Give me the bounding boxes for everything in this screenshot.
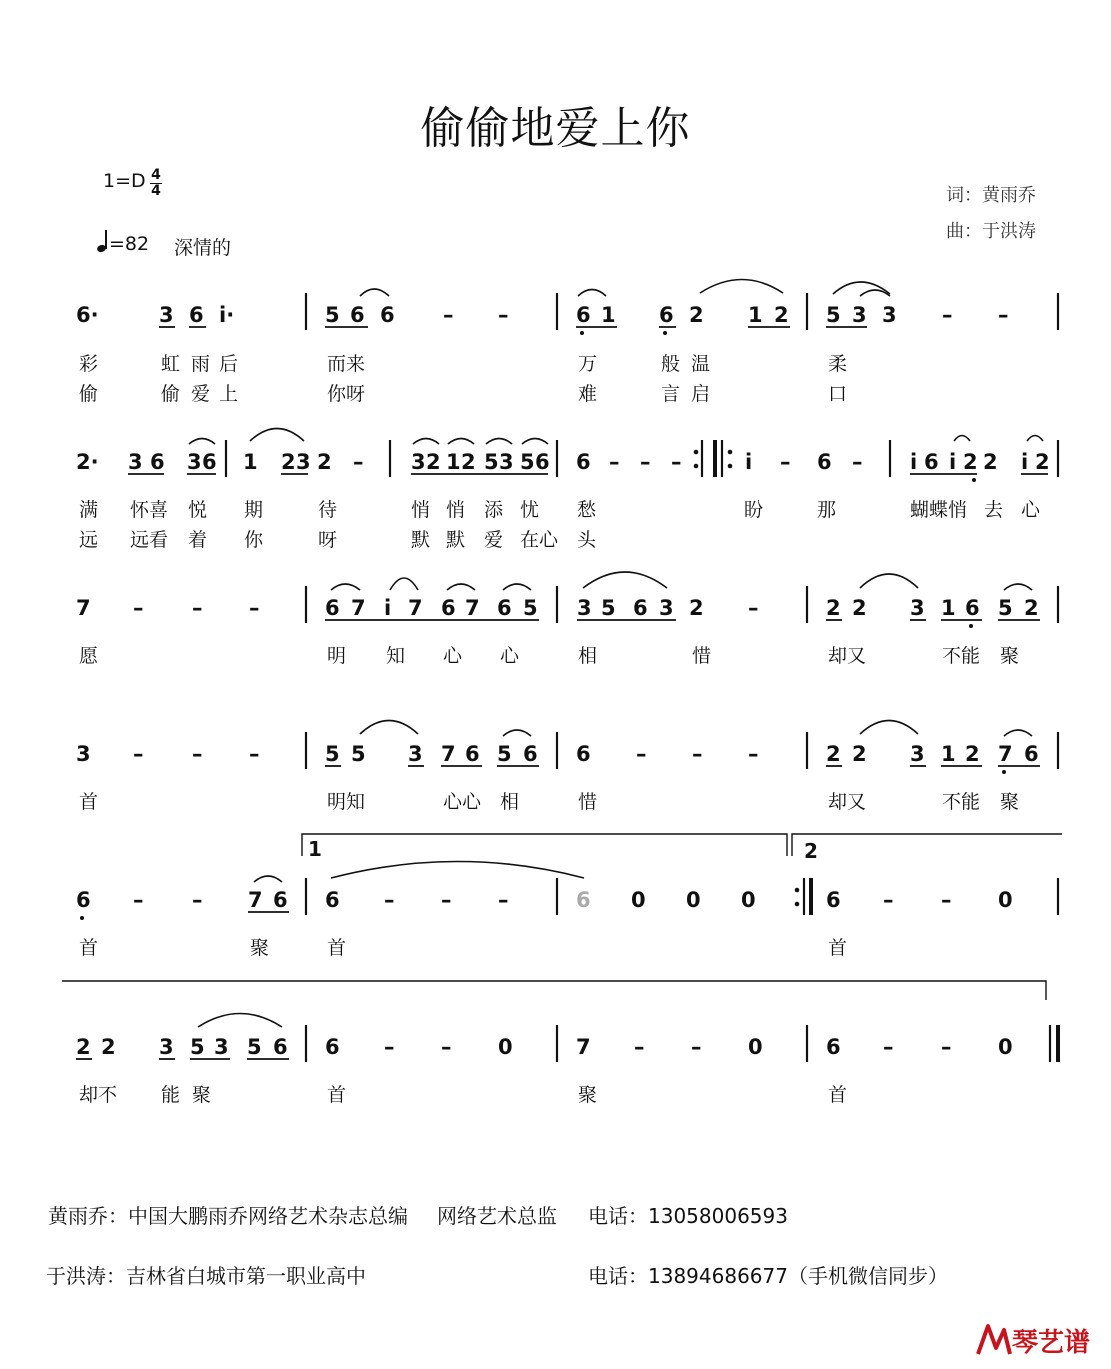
lyric: 言 (661, 383, 681, 405)
lyric: 后 (219, 353, 239, 375)
lyric: 难 (578, 383, 598, 405)
note: 6 (441, 596, 456, 620)
note: – (640, 450, 651, 474)
note: 3 (159, 1035, 174, 1059)
note: 5 (325, 303, 340, 327)
note: 3 (408, 742, 423, 766)
note: – (748, 596, 759, 620)
lyric: 心 (443, 645, 463, 667)
note: – (249, 596, 260, 620)
note: 6 (189, 303, 204, 327)
lyric: 相 (500, 791, 520, 813)
note: – (133, 742, 144, 766)
note: 6 (576, 888, 591, 912)
lyric: 头 (577, 529, 597, 551)
note: i (949, 450, 957, 474)
note: 3 (852, 303, 867, 327)
lyric: 能 (161, 1084, 181, 1106)
lyric: 口 (828, 383, 848, 405)
lyric: 聚 (1000, 645, 1020, 667)
note: – (998, 303, 1009, 327)
note: 5 (523, 596, 538, 620)
note: – (441, 1035, 452, 1059)
note: – (634, 1035, 645, 1059)
note: 5 (484, 450, 499, 474)
section-divider (62, 981, 1046, 1000)
lyric: 心心 (443, 791, 482, 813)
lyricist-credit: 词：黄雨乔 (946, 185, 1036, 206)
note: 6 (633, 596, 648, 620)
note: – (498, 888, 509, 912)
footer-lyricist-phone: 电话：13058006593 (588, 1204, 788, 1228)
slurs (189, 429, 1043, 445)
note: 3 (159, 303, 174, 327)
note: 6 (76, 888, 91, 912)
composer-credit: 曲：于洪涛 (946, 221, 1036, 242)
lyric: 悄 (446, 499, 466, 521)
note: 6 (202, 450, 217, 474)
lyric: 愿 (79, 645, 99, 667)
note: 3 (659, 596, 674, 620)
lyric: 爱 (484, 529, 504, 551)
note: – (691, 1035, 702, 1059)
octave-dots (969, 624, 973, 628)
footer-lyricist-info: 黄雨乔：中国大鹏雨乔网络艺术杂志总编 (48, 1204, 408, 1228)
tempo-value: =82 (109, 233, 150, 255)
note: 6 (965, 596, 980, 620)
note: – (609, 450, 620, 474)
note: 6 (325, 596, 340, 620)
note: 3 (577, 596, 592, 620)
octave-dots (972, 478, 976, 482)
lyric: 首 (828, 1084, 848, 1106)
lyric: 你呀 (327, 383, 366, 405)
lyric: 悄 (948, 499, 968, 521)
lyric: 聚 (1000, 791, 1020, 813)
note: 6 (817, 450, 832, 474)
note: 7 (465, 596, 480, 620)
note: 5 (601, 596, 616, 620)
lyric: 期 (244, 499, 264, 521)
note: – (941, 888, 952, 912)
lyric: 怀喜 (130, 499, 169, 521)
note: 3 (910, 742, 925, 766)
lyric: 远 (79, 529, 99, 551)
lyric: 添 (484, 499, 504, 521)
note: – (249, 742, 260, 766)
lyric: 满 (79, 499, 99, 521)
note: – (498, 303, 509, 327)
note: 2 (281, 450, 296, 474)
note: 2 (689, 596, 704, 620)
note: 6 (659, 303, 674, 327)
time-signature-bottom: 4 (151, 183, 161, 199)
note: 7 (248, 888, 263, 912)
lyric: 首 (828, 937, 848, 959)
lyric: 首 (327, 1084, 347, 1106)
score-row-5 (62, 834, 1062, 1000)
note: 6 (350, 303, 365, 327)
note: – (192, 596, 203, 620)
note: – (192, 888, 203, 912)
note: – (443, 303, 454, 327)
score-row-4 (76, 721, 1058, 814)
slurs (198, 1014, 282, 1028)
lyric: 偷 (79, 383, 99, 405)
lyric: 温 (691, 353, 711, 375)
note: 1 (941, 742, 956, 766)
note: 6 (273, 1035, 288, 1059)
note: 6 (523, 742, 538, 766)
expression-marking: 深情的 (174, 237, 232, 259)
note: 3 (411, 450, 426, 474)
lyric: 默 (446, 529, 466, 551)
lyric: 去 (984, 499, 1004, 521)
note: – (780, 450, 791, 474)
note: 6 (325, 1035, 340, 1059)
score-row-1 (76, 280, 1058, 406)
lyric: 首 (79, 937, 99, 959)
note: 7 (76, 596, 91, 620)
lyric: 惜 (578, 791, 598, 813)
footer-composer-info: 于洪涛：吉林省白城市第一职业高中 (46, 1264, 366, 1288)
note: 2 (826, 742, 841, 766)
note: – (441, 888, 452, 912)
lyric: 彩 (79, 353, 99, 375)
note: 1 (446, 450, 461, 474)
note: 2 (1024, 596, 1039, 620)
note: 6 (826, 1035, 841, 1059)
note: – (353, 450, 364, 474)
lyric: 首 (327, 937, 347, 959)
note: 1 (601, 303, 616, 327)
lyric: 首 (79, 791, 99, 813)
score-row-3 (76, 572, 1058, 667)
note: – (671, 450, 682, 474)
note: 3 (76, 742, 91, 766)
slurs (254, 862, 584, 883)
note: 3 (499, 450, 514, 474)
note: 3 (128, 450, 143, 474)
lyric: 而来 (327, 353, 366, 375)
note: 2 (774, 303, 789, 327)
lyric: 默 (411, 529, 431, 551)
score-row-6 (76, 1014, 1058, 1107)
lyric: 惜 (692, 645, 712, 667)
octave-dots (580, 331, 667, 335)
note: 2 (963, 450, 978, 474)
lyric: 呀 (318, 529, 338, 551)
note: – (942, 303, 953, 327)
lyric: 聚 (578, 1084, 598, 1106)
lyric: 却又 (828, 791, 867, 813)
lyric: 明 (327, 645, 347, 667)
note: 1 (941, 596, 956, 620)
note: 0 (748, 1035, 763, 1059)
lyric: 愁 (577, 499, 597, 521)
lyric: 你 (244, 529, 264, 551)
note: 7 (576, 1035, 591, 1059)
note: i (384, 596, 392, 620)
watermark-text: 琴艺谱 (1012, 1328, 1091, 1358)
lyric: 偷 (161, 383, 181, 405)
note: 0 (498, 1035, 513, 1059)
lyric: 悦 (188, 499, 208, 521)
lyric: 聚 (192, 1084, 212, 1106)
note: 3 (214, 1035, 229, 1059)
note: 7 (408, 596, 423, 620)
slurs (360, 280, 890, 297)
lyric: 相 (578, 645, 598, 667)
note: 1 (243, 450, 258, 474)
lyric: 爱 (191, 383, 211, 405)
lyric: 上 (219, 383, 239, 405)
note: 2 (101, 1035, 116, 1059)
note: 2 (689, 303, 704, 327)
lyric: 蝴蝶 (910, 499, 949, 521)
lyric: 却不 (79, 1084, 118, 1106)
note: 5 (497, 742, 512, 766)
key-signature: 1=D (103, 170, 146, 192)
lyric: 不能 (942, 791, 981, 813)
lyric: 般 (661, 353, 681, 375)
note: 2 (852, 742, 867, 766)
lyric: 忧 (520, 499, 540, 521)
note: 0 (686, 888, 701, 912)
note: – (133, 596, 144, 620)
score-row-2 (76, 429, 1058, 552)
octave-dots (1002, 770, 1006, 774)
note: 6 (576, 450, 591, 474)
note: – (133, 888, 144, 912)
note: – (636, 742, 647, 766)
song-title: 偷偷地爱上你 (420, 103, 691, 154)
note: 0 (998, 1035, 1013, 1059)
note: – (692, 742, 703, 766)
volta-brackets (302, 834, 1062, 856)
note: 6 (535, 450, 550, 474)
note: 2 (852, 596, 867, 620)
note: – (941, 1035, 952, 1059)
lyric: 盼 (744, 499, 764, 521)
note: 6 (1024, 742, 1039, 766)
lyric: 聚 (250, 937, 270, 959)
note: 6 (325, 888, 340, 912)
note: 6 (465, 742, 480, 766)
note: 0 (741, 888, 756, 912)
note: 2 (983, 450, 998, 474)
note: 6 (380, 303, 395, 327)
note: 3 (296, 450, 311, 474)
lyric: 虹 (161, 353, 181, 375)
lyric: 启 (691, 383, 711, 405)
lyric: 在心 (520, 529, 559, 551)
note: 6· (76, 303, 99, 327)
note: 2 (426, 450, 441, 474)
lyric: 雨 (191, 353, 211, 375)
note: 5 (351, 742, 366, 766)
note: 2 (76, 1035, 91, 1059)
lyric: 明知 (327, 791, 366, 813)
note: 5 (190, 1035, 205, 1059)
note: 6 (576, 742, 591, 766)
note: 2 (461, 450, 476, 474)
lyric: 那 (817, 499, 837, 521)
note: 1 (748, 303, 763, 327)
time-signature-top: 4 (151, 167, 161, 183)
note: 5 (247, 1035, 262, 1059)
lyric: 待 (318, 499, 338, 521)
note: i (910, 450, 918, 474)
lyric: 悄 (411, 499, 431, 521)
lyric: 知 (386, 645, 406, 667)
note: – (852, 450, 863, 474)
note: 2· (76, 450, 99, 474)
lyric: 柔 (828, 353, 848, 375)
note: 2 (1035, 450, 1050, 474)
note: 6 (273, 888, 288, 912)
lyric: 远看 (130, 529, 169, 551)
note: – (748, 742, 759, 766)
lyric: 万 (578, 353, 598, 375)
note: 6 (924, 450, 939, 474)
lyric: 心 (500, 645, 520, 667)
note: i (1021, 450, 1029, 474)
note: i (745, 450, 753, 474)
note: 5 (520, 450, 535, 474)
note: 6 (150, 450, 165, 474)
slurs (331, 572, 1032, 590)
note: 0 (631, 888, 646, 912)
lyric: 却又 (828, 645, 867, 667)
volta-1-number: 1 (308, 837, 322, 861)
footer-composer-phone: 电话：13894686677（手机微信同步） (588, 1264, 948, 1288)
note: 3 (910, 596, 925, 620)
footer-lyricist-role: 网络艺术总监 (437, 1204, 557, 1228)
lyric: 着 (188, 529, 208, 551)
note: 5 (998, 596, 1013, 620)
note: – (384, 1035, 395, 1059)
note: 3 (882, 303, 897, 327)
note: – (883, 888, 894, 912)
slurs (360, 721, 1032, 737)
lyric: 心 (1021, 499, 1041, 521)
note: 7 (351, 596, 366, 620)
note: – (384, 888, 395, 912)
note: 7 (998, 742, 1013, 766)
lyric: 不能 (942, 645, 981, 667)
volta-2-number: 2 (804, 839, 818, 863)
note: 2 (317, 450, 332, 474)
note: 6 (576, 303, 591, 327)
note: 5 (826, 303, 841, 327)
note: 6 (497, 596, 512, 620)
note: 2 (965, 742, 980, 766)
note: 7 (441, 742, 456, 766)
note: i· (219, 303, 235, 327)
note: 6 (826, 888, 841, 912)
note: 5 (325, 742, 340, 766)
note: – (192, 742, 203, 766)
note: 0 (998, 888, 1013, 912)
note: 2 (826, 596, 841, 620)
note: 3 (187, 450, 202, 474)
note: – (883, 1035, 894, 1059)
